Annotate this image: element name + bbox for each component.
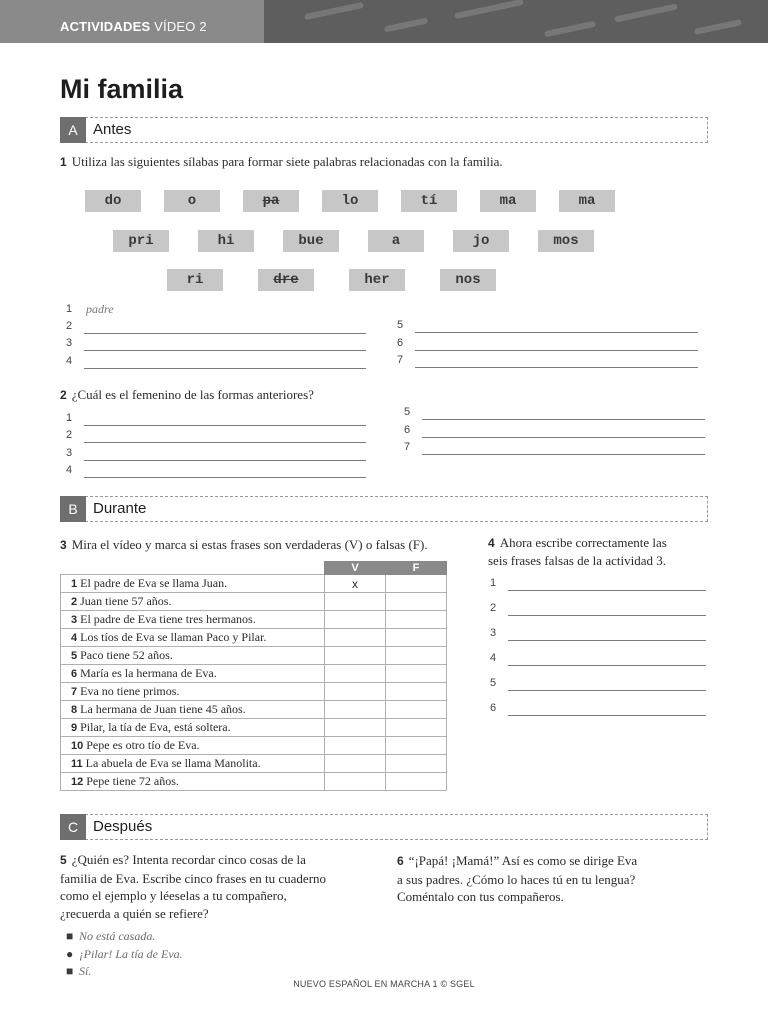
activity-6-text-line-1: “¡Papá! ¡Mamá!” Así es como se dirige Eva — [408, 853, 638, 868]
activity-4-text-line-2: seis frases falsas de la actividad 3. — [488, 553, 666, 568]
header-video-label: VÍDEO 2 — [154, 19, 207, 34]
activity-4-text-line-1: Ahora escribe correctamente las — [499, 535, 667, 550]
syllable-tile: nos — [440, 269, 496, 291]
false-checkbox-cell[interactable] — [386, 647, 447, 665]
table-header-row — [61, 562, 447, 575]
statement-text: Pepe tiene 72 años. — [86, 774, 179, 788]
true-checkbox-cell[interactable] — [325, 755, 386, 773]
page-footer: NUEVO ESPAÑOL EN MARCHA 1 © SGEL — [293, 979, 475, 989]
false-checkbox-cell[interactable] — [386, 665, 447, 683]
section-a-label: Antes — [93, 121, 132, 138]
line-number: 7 — [397, 354, 404, 366]
line-number: 5 — [490, 677, 497, 689]
activity-3-text: Mira el vídeo y marca si estas frases son verdaderas (V) o falsas (F). — [71, 537, 428, 552]
answer-line[interactable] — [66, 355, 366, 371]
page-title: Mi familia — [60, 74, 184, 104]
true-checkbox-cell[interactable] — [325, 683, 386, 701]
answer-line[interactable] — [490, 602, 706, 618]
answer-line[interactable] — [66, 320, 366, 336]
line-number: 4 — [490, 652, 497, 664]
syllable-tile: tí — [401, 190, 457, 212]
statement-number: 3 — [71, 614, 78, 626]
syllable-tile: mos — [538, 230, 594, 252]
syllable-tile: lo — [322, 190, 378, 212]
line-number: 1 — [490, 577, 497, 589]
answer-line[interactable] — [490, 577, 706, 593]
statement-number: 11 — [71, 758, 83, 770]
statement-text: Pilar, la tía de Eva, está soltera. — [80, 720, 231, 734]
line-number: 3 — [490, 627, 497, 639]
activity-3-number: 3 — [60, 538, 67, 552]
statement-cell — [61, 755, 325, 773]
activity-1-text: Utiliza las siguientes sílabas para formar siete palabras relacionadas con la familia. — [71, 154, 503, 169]
statement-cell — [61, 593, 325, 611]
round-bullet-icon: ● — [66, 947, 74, 961]
true-checkbox-cell[interactable] — [325, 737, 386, 755]
statement-cell — [61, 683, 325, 701]
statement-text: Juan tiene 57 años. — [80, 594, 172, 608]
square-bullet-icon: ■ — [66, 929, 74, 943]
statement-text: La abuela de Eva se llama Manolita. — [85, 756, 261, 770]
table-header-blank — [61, 562, 325, 575]
syllable-tile: ma — [480, 190, 536, 212]
answer-line[interactable] — [66, 447, 366, 463]
syllable-tile-struck: dre — [258, 269, 314, 291]
line-number: 5 — [404, 406, 411, 418]
answer-line[interactable] — [397, 354, 698, 370]
activity-4-instruction — [488, 534, 667, 569]
statement-text: Paco tiene 52 años. — [80, 648, 173, 662]
table-row — [61, 665, 447, 683]
syllable-tile: ma — [559, 190, 615, 212]
statement-number: 8 — [71, 704, 78, 716]
square-bullet-icon: ■ — [66, 964, 74, 978]
true-checkbox-cell[interactable] — [325, 629, 386, 647]
activity-5-text-line-4: ¿recuerda a quién se refiere? — [60, 905, 209, 921]
statement-number: 2 — [71, 596, 78, 608]
answer-line[interactable] — [490, 627, 706, 643]
statement-number: 6 — [71, 668, 78, 680]
false-checkbox-cell[interactable] — [386, 773, 447, 791]
section-a-header — [60, 117, 708, 143]
table-row — [61, 593, 447, 611]
statement-number: 5 — [71, 650, 78, 662]
statement-number: 4 — [71, 632, 78, 644]
line-number: 3 — [66, 337, 73, 349]
line-number: 4 — [66, 464, 73, 476]
false-checkbox-cell[interactable] — [386, 701, 447, 719]
activity-6-instruction — [397, 852, 707, 906]
example-bullet — [66, 929, 155, 944]
answer-line[interactable] — [404, 424, 705, 440]
syllable-tile: a — [368, 230, 424, 252]
header-bar-texture — [264, 0, 768, 43]
statement-cell — [61, 737, 325, 755]
false-checkbox-cell[interactable] — [386, 611, 447, 629]
false-checkbox-cell[interactable] — [386, 593, 447, 611]
statement-cell — [61, 629, 325, 647]
section-a-letter: A — [60, 117, 86, 143]
line-number: 5 — [397, 319, 404, 331]
table-row — [61, 719, 447, 737]
section-c-label: Después — [93, 818, 153, 835]
true-checkbox-cell[interactable]: x — [325, 575, 386, 593]
section-b-letter: B — [60, 496, 86, 522]
column-header-f: F — [386, 562, 447, 575]
true-checkbox-cell[interactable] — [325, 719, 386, 737]
syllable-tile: ri — [167, 269, 223, 291]
statement-cell — [61, 773, 325, 791]
syllable-tile: pri — [113, 230, 169, 252]
line-number: 2 — [66, 320, 73, 332]
statement-cell — [61, 719, 325, 737]
syllable-tile: o — [164, 190, 220, 212]
answer-line[interactable] — [397, 319, 698, 335]
line-number: 1 — [66, 303, 73, 315]
line-number: 6 — [404, 424, 411, 436]
activity-2-number: 2 — [60, 388, 67, 402]
header-label — [60, 19, 207, 34]
answer-line[interactable] — [66, 337, 366, 353]
line-number: 1 — [66, 412, 73, 424]
example-bullet — [66, 964, 91, 979]
true-checkbox-cell[interactable] — [325, 593, 386, 611]
table-row — [61, 629, 447, 647]
syllable-tile: bue — [283, 230, 339, 252]
example-text: Sí. — [79, 964, 92, 978]
table-row — [61, 755, 447, 773]
statement-number: 7 — [71, 686, 78, 698]
statement-number: 12 — [71, 776, 84, 788]
activity-4-number: 4 — [488, 536, 495, 550]
line-number: 7 — [404, 441, 411, 453]
true-checkbox-cell[interactable] — [325, 665, 386, 683]
false-checkbox-cell[interactable] — [386, 719, 447, 737]
activity-2-instruction — [60, 386, 314, 404]
activity-5-text-line-2: familia de Eva. Escribe cinco frases en tu cuaderno — [60, 870, 327, 886]
answer-line[interactable] — [66, 303, 366, 319]
header-bar — [0, 0, 768, 43]
statement-cell — [61, 701, 325, 719]
table-row — [61, 701, 447, 719]
statement-text: Pepe es otro tío de Eva. — [86, 738, 200, 752]
false-checkbox-cell[interactable] — [386, 575, 447, 593]
statement-cell — [61, 647, 325, 665]
false-checkbox-cell[interactable] — [386, 629, 447, 647]
table-row — [61, 683, 447, 701]
statement-text: La hermana de Juan tiene 45 años. — [80, 702, 246, 716]
statement-text: María es la hermana de Eva. — [80, 666, 217, 680]
section-b-label: Durante — [93, 500, 147, 517]
example-bullet — [66, 947, 183, 962]
syllable-tile: her — [349, 269, 405, 291]
activity-5-instruction — [60, 851, 380, 922]
line-number: 2 — [66, 429, 73, 441]
false-checkbox-cell[interactable] — [386, 737, 447, 755]
activity-1-instruction — [60, 153, 503, 171]
table-body — [61, 575, 447, 791]
answer-line[interactable] — [490, 677, 706, 693]
table-row — [61, 575, 447, 593]
column-header-v: V — [325, 562, 386, 575]
table-row — [61, 647, 447, 665]
activity-6-text-line-2: a sus padres. ¿Cómo lo haces tú en tu lengua? — [397, 871, 636, 887]
true-checkbox-cell[interactable] — [325, 647, 386, 665]
syllable-tile-struck: pa — [243, 190, 299, 212]
statement-text: El padre de Eva se llama Juan. — [80, 576, 228, 590]
table-row — [61, 773, 447, 791]
answer-line[interactable] — [66, 464, 366, 480]
header-section-label: ACTIVIDADES — [60, 19, 151, 34]
section-c-letter: C — [60, 814, 86, 840]
answer-line[interactable] — [397, 337, 698, 353]
statement-number: 1 — [71, 578, 78, 590]
answer-line[interactable] — [490, 702, 706, 718]
example-answer: padre — [86, 302, 114, 316]
table-row — [61, 611, 447, 629]
statement-cell — [61, 575, 325, 593]
activity-5-text-line-1: ¿Quién es? Intenta recordar cinco cosas de la — [71, 852, 306, 867]
true-checkbox-cell[interactable] — [325, 773, 386, 791]
statement-number: 9 — [71, 722, 78, 734]
false-checkbox-cell[interactable] — [386, 683, 447, 701]
syllable-tile: jo — [453, 230, 509, 252]
section-c-header — [60, 814, 708, 840]
statement-text: Eva no tiene primos. — [80, 684, 180, 698]
statement-cell — [61, 611, 325, 629]
statement-number: 10 — [71, 740, 84, 752]
activity-6-number: 6 — [397, 854, 404, 868]
example-text: ¡Pilar! La tía de Eva. — [79, 947, 183, 961]
table-row — [61, 737, 447, 755]
activity-3-instruction — [60, 536, 428, 554]
line-number: 6 — [490, 702, 497, 714]
line-number: 4 — [66, 355, 73, 367]
syllable-tile: hi — [198, 230, 254, 252]
answer-line[interactable] — [66, 429, 366, 445]
answer-line[interactable] — [404, 406, 705, 422]
true-false-table — [60, 561, 447, 791]
false-checkbox-cell[interactable] — [386, 755, 447, 773]
statement-text: El padre de Eva tiene tres hermanos. — [80, 612, 256, 626]
activity-2-text: ¿Cuál es el femenino de las formas anteriores? — [71, 387, 314, 402]
answer-line[interactable] — [404, 441, 705, 457]
activity-1-number: 1 — [60, 155, 67, 169]
activity-5-text-line-3: como el ejemplo y léeselas a tu compañero, — [60, 888, 287, 903]
true-checkbox-cell[interactable] — [325, 611, 386, 629]
section-b-header — [60, 496, 708, 522]
statement-cell — [61, 665, 325, 683]
statement-text: Los tíos de Eva se llaman Paco y Pilar. — [80, 630, 267, 644]
line-number: 6 — [397, 337, 404, 349]
example-text: No está casada. — [79, 929, 156, 943]
line-number: 2 — [490, 602, 497, 614]
true-checkbox-cell[interactable] — [325, 701, 386, 719]
answer-line[interactable] — [490, 652, 706, 668]
line-number: 3 — [66, 447, 73, 459]
activity-5-number: 5 — [60, 853, 67, 867]
activity-6-text-line-3: Coméntalo con tus compañeros. — [397, 889, 564, 904]
syllable-tile: do — [85, 190, 141, 212]
answer-line[interactable] — [66, 412, 366, 428]
